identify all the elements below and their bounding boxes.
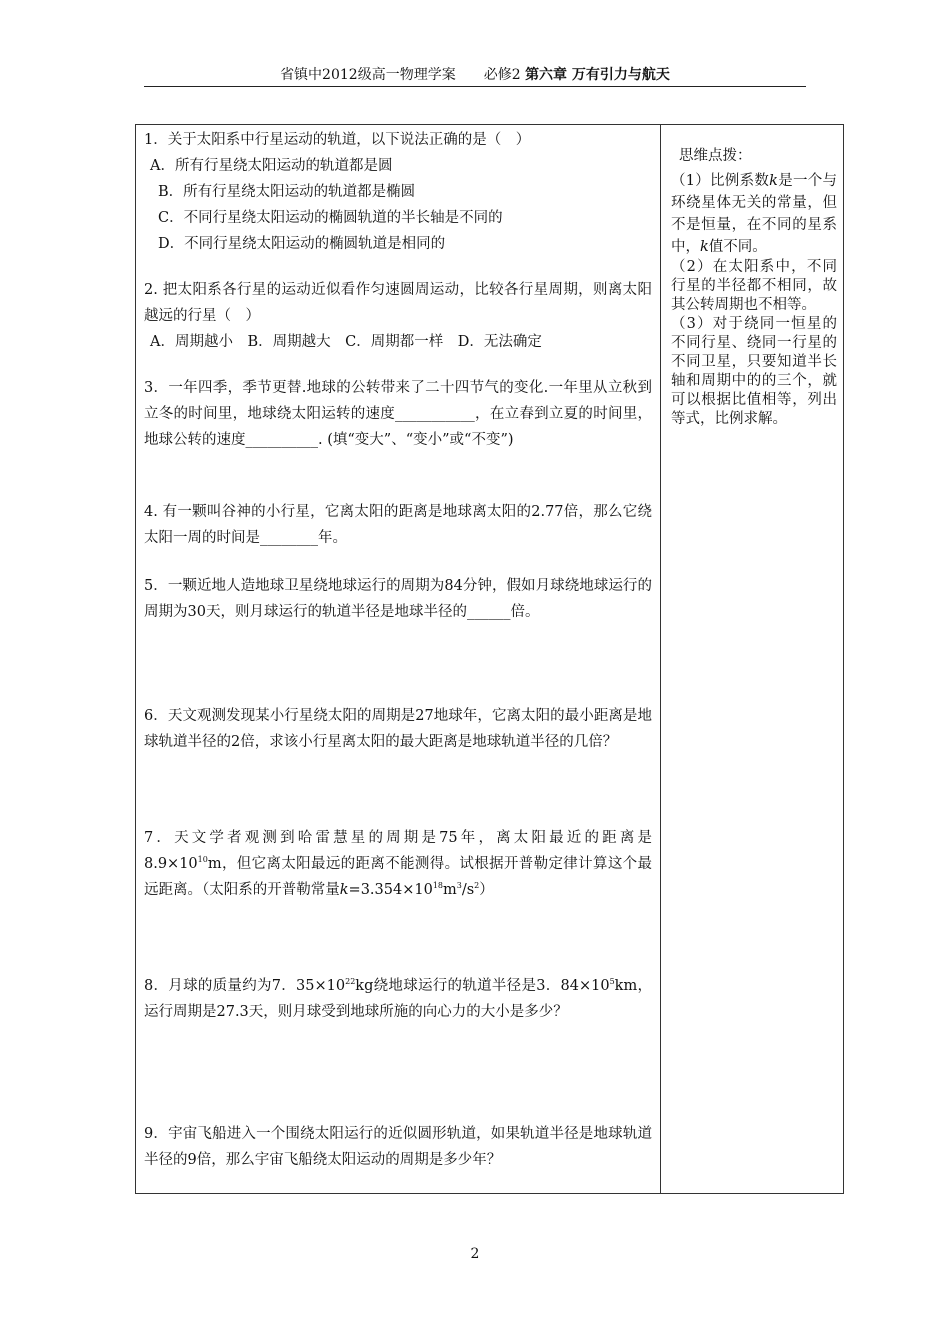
- q1-option-c: C．不同行星绕太阳运动的椭圆轨道的半长轴是不同的: [158, 210, 503, 226]
- question-9: 9．宇宙飞船进入一个围绕太阳运行的近似圆形轨道，如果轨道半径是地球轨道半径的9倍，那么宇宙飞船绕太阳运动的周期是多少年？: [144, 1126, 652, 1168]
- q1-option-d: D．不同行星绕太阳运动的椭圆轨道是相同的: [158, 236, 446, 252]
- worksheet-table: [135, 124, 844, 1194]
- page-header: [144, 66, 806, 87]
- header-chapter: 第六章 万有引力与航天: [525, 67, 670, 83]
- tip-1: （1）比例系数k是一个与环绕星体无关的常量，但不是恒量，在不同的星系中，k值不同。: [671, 173, 838, 255]
- question-8: 8．月球的质量约为7．$35\times 10^{22}kg$绕地球运行的轨道半径是3．$84\times 10^5km$，运行周期是27.3天，则月球受到地球所施的向心力的大小是多少？: [144, 977, 652, 1020]
- question-6: 6．天文观测发现某小行星绕太阳的周期是27地球年，它离太阳的最小距离是地球轨道半径的2倍，求该小行星离太阳的最大距离是地球轨道半径的几倍？: [144, 708, 652, 750]
- question-7: 7．天文学者观测到哈雷慧星的周期是75年，离太阳最近的距离是$8.9\times 10^{10}m$，但它离太阳最远的距离不能测得。试根据开普勒定律计算这个最远距离。（太阳系的开普勒常量$k=3.354\times 10^{18}m^3/s^2$）: [144, 830, 652, 898]
- question-3: 3．一年四季，季节更替.地球的公转带来了二十四节气的变化.一年里从立秋到立冬的时间里，地球绕太阳运转的速度___________，在立春到立夏的时间里，地球公转的速度__________. (填“变大”、“变小”或“不变”): [144, 380, 652, 448]
- page-number: 2: [470, 1246, 480, 1262]
- tip-2: （2）在太阳系中，不同行星的半径都不相同，故其公转周期也不相等。: [671, 259, 837, 313]
- column-divider: [660, 125, 661, 1193]
- thinking-tips-column: [671, 145, 837, 429]
- tip-3: （3）对于绕同一恒星的不同行星、绕同一行星的不同卫星，只要知道半长轴和周期中的的三个，就可以根据比值相等，列出等式，比例求解。: [671, 316, 837, 427]
- header-course: 省镇中2012级高一物理学案 必修2: [280, 67, 521, 83]
- q1-option-a: A．所有行星绕太阳运动的轨道都是圆: [150, 158, 393, 174]
- question-4: 4. 有一颗叫谷神的小行星，它离太阳的距离是地球离太阳的2.77倍，那么它绕太阳一周的时间是________年。: [144, 504, 652, 546]
- q2-options: A．周期越小 B．周期越大 C．周期都一样 D．无法确定: [150, 334, 542, 350]
- tips-title: 思维点拨：: [679, 148, 752, 164]
- question-5: 5．一颗近地人造地球卫星绕地球运行的周期为84分钟，假如月球绕地球运行的周期为30天，则月球运行的轨道半径是地球半径的______倍。: [144, 578, 652, 620]
- q1-option-b: B．所有行星绕太阳运动的轨道都是椭圆: [158, 184, 416, 200]
- q1-stem: 1．关于太阳系中行星运动的轨道，以下说法正确的是（ ）: [144, 132, 531, 148]
- question-2: [144, 277, 652, 355]
- question-1: [144, 127, 652, 257]
- q2-stem: 2. 把太阳系各行星的运动近似看作匀速圆周运动，比较各行星周期，则离太阳越远的行星（ ）: [144, 282, 652, 324]
